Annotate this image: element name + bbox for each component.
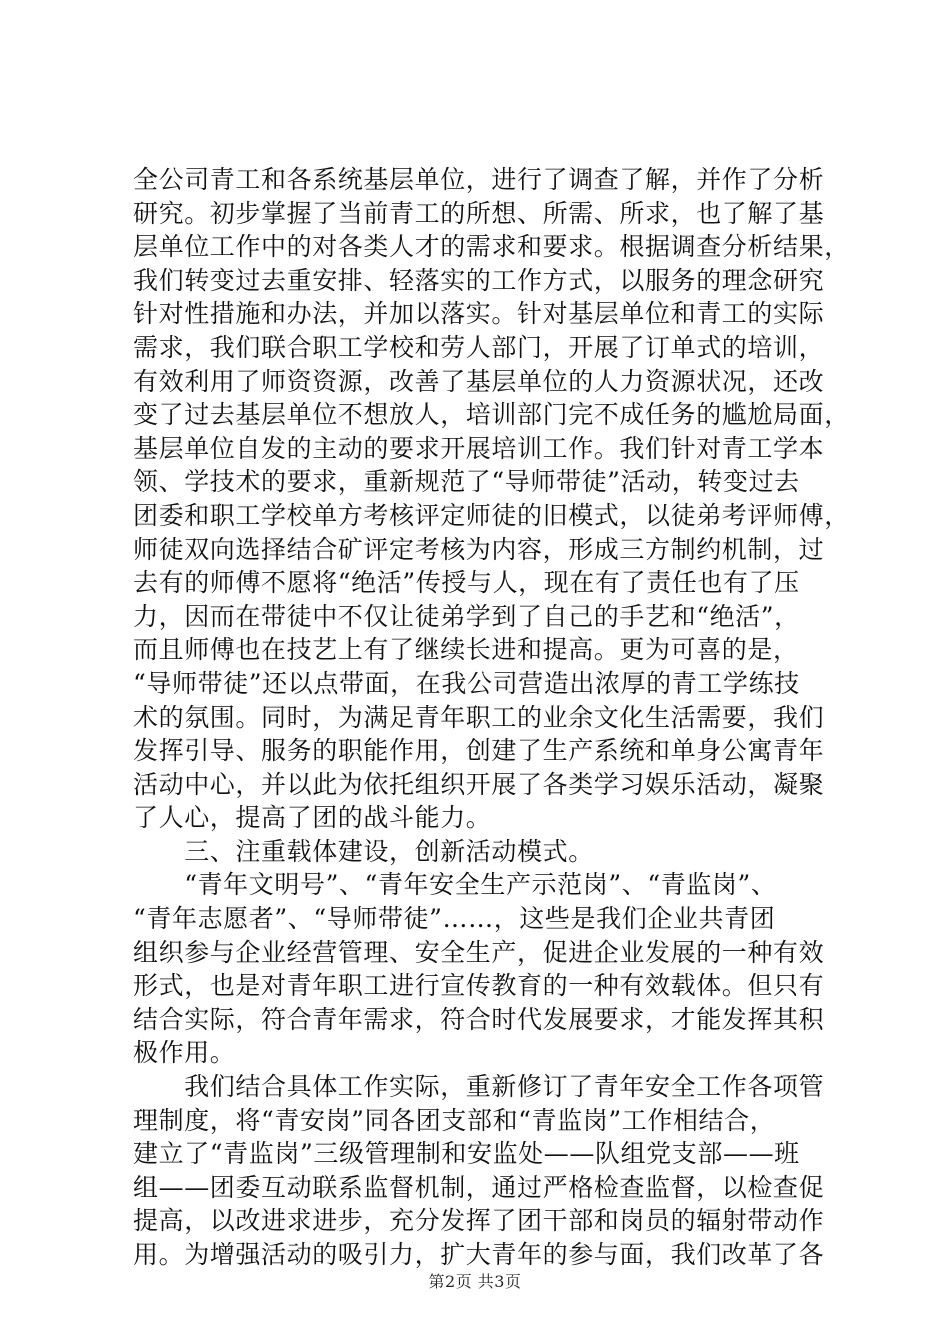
text-line: 领、学技术的要求，重新规范了“导师带徒”活动，转变过去 <box>133 467 800 497</box>
page-number: 第2页 共3页 <box>428 1272 522 1291</box>
text-line: 理制度，将“青安岗”同各团支部和“青监岗”工作相结合， <box>133 1105 776 1135</box>
text-line: 而且师傅也在技艺上有了继续长进和提高。更为可喜的是， <box>133 635 799 665</box>
text-line: 针对性措施和办法，并加以落实。针对基层单位和青工的实际 <box>133 299 825 329</box>
text-line: 去有的师傅不愿将“绝活”传授与人，现在有了责任也有了压 <box>133 568 800 598</box>
text-line: 建立了“青监岗”三级管理制和安监处——队组党支部——班 <box>133 1139 800 1169</box>
text-line: 研究。初步掌握了当前青工的所想、所需、所求，也了解了基 <box>133 198 825 228</box>
text-line: 变了过去基层单位不想放人，培训部门完不成任务的尴尬局面， <box>133 400 850 430</box>
text-line: “导师带徒”还以点带面，在我公司营造出浓厚的青工学练技 <box>133 668 800 698</box>
text-line: “青年志愿者”、“导师带徒”……，这些是我们企业共青团 <box>133 904 776 934</box>
text-line: 组——团委互动联系监督机制，通过严格检查监督，以检查促 <box>133 1172 825 1202</box>
text-line: 需求，我们联合职工学校和劳人部门，开展了订单式的培训， <box>133 332 825 362</box>
text-line: 组织参与企业经营管理、安全生产，促进企业发展的一种有效 <box>133 937 825 967</box>
text-line: 我们转变过去重安排、轻落实的工作方式，以服务的理念研究 <box>133 265 825 295</box>
text-line: 力，因而在带徒中不仅让徒弟学到了自己的手艺和“绝活”， <box>133 601 800 631</box>
text-line: 用。为增强活动的吸引力，扩大青年的参与面，我们改革了各 <box>133 1240 825 1269</box>
page-footer <box>0 1272 950 1292</box>
text-line: 极作用。 <box>133 1038 236 1068</box>
text-line: 了人心，提高了团的战斗能力。 <box>133 803 492 833</box>
body-text <box>133 163 850 1272</box>
text-line: 活动中心，并以此为依托组织开展了各类学习娱乐活动，凝聚 <box>133 769 825 799</box>
text-line: “青年文明号”、“青年安全生产示范岗”、“青监岗”、 <box>133 870 777 900</box>
text-line: 结合实际，符合青年需求，符合时代发展要求，才能发挥其积 <box>133 1004 825 1034</box>
text-line: 有效利用了师资资源，改善了基层单位的人力资源状况，还改 <box>133 366 825 396</box>
text-line: 师徒双向选择结合矿评定考核为内容，形成三方制约机制，过 <box>133 534 825 564</box>
section-heading: 三、注重载体建设，创新活动模式。 <box>133 836 594 866</box>
text-line: 形式，也是对青年职工进行宣传教育的一种有效载体。但只有 <box>133 971 825 1001</box>
text-line: 全公司青工和各系统基层单位，进行了调查了解，并作了分析 <box>133 165 825 194</box>
text-line: 团委和职工学校单方考核评定师徒的旧模式，以徒弟考评师傅， <box>133 500 850 530</box>
text-line: 提高，以改进求进步，充分发挥了团干部和岗员的辐射带动作 <box>133 1206 825 1236</box>
text-line: 层单位工作中的对各类人才的需求和要求。根据调查分析结果， <box>133 232 850 262</box>
text-line: 术的氛围。同时，为满足青年职工的业余文化生活需要，我们 <box>133 702 825 732</box>
text-line: 我们结合具体工作实际，重新修订了青年安全工作各项管 <box>133 1072 825 1102</box>
text-line: 基层单位自发的主动的要求开展培训工作。我们针对青工学本 <box>133 433 825 463</box>
text-line: 发挥引导、服务的职能作用，创建了生产系统和单身公寓青年 <box>133 736 825 766</box>
